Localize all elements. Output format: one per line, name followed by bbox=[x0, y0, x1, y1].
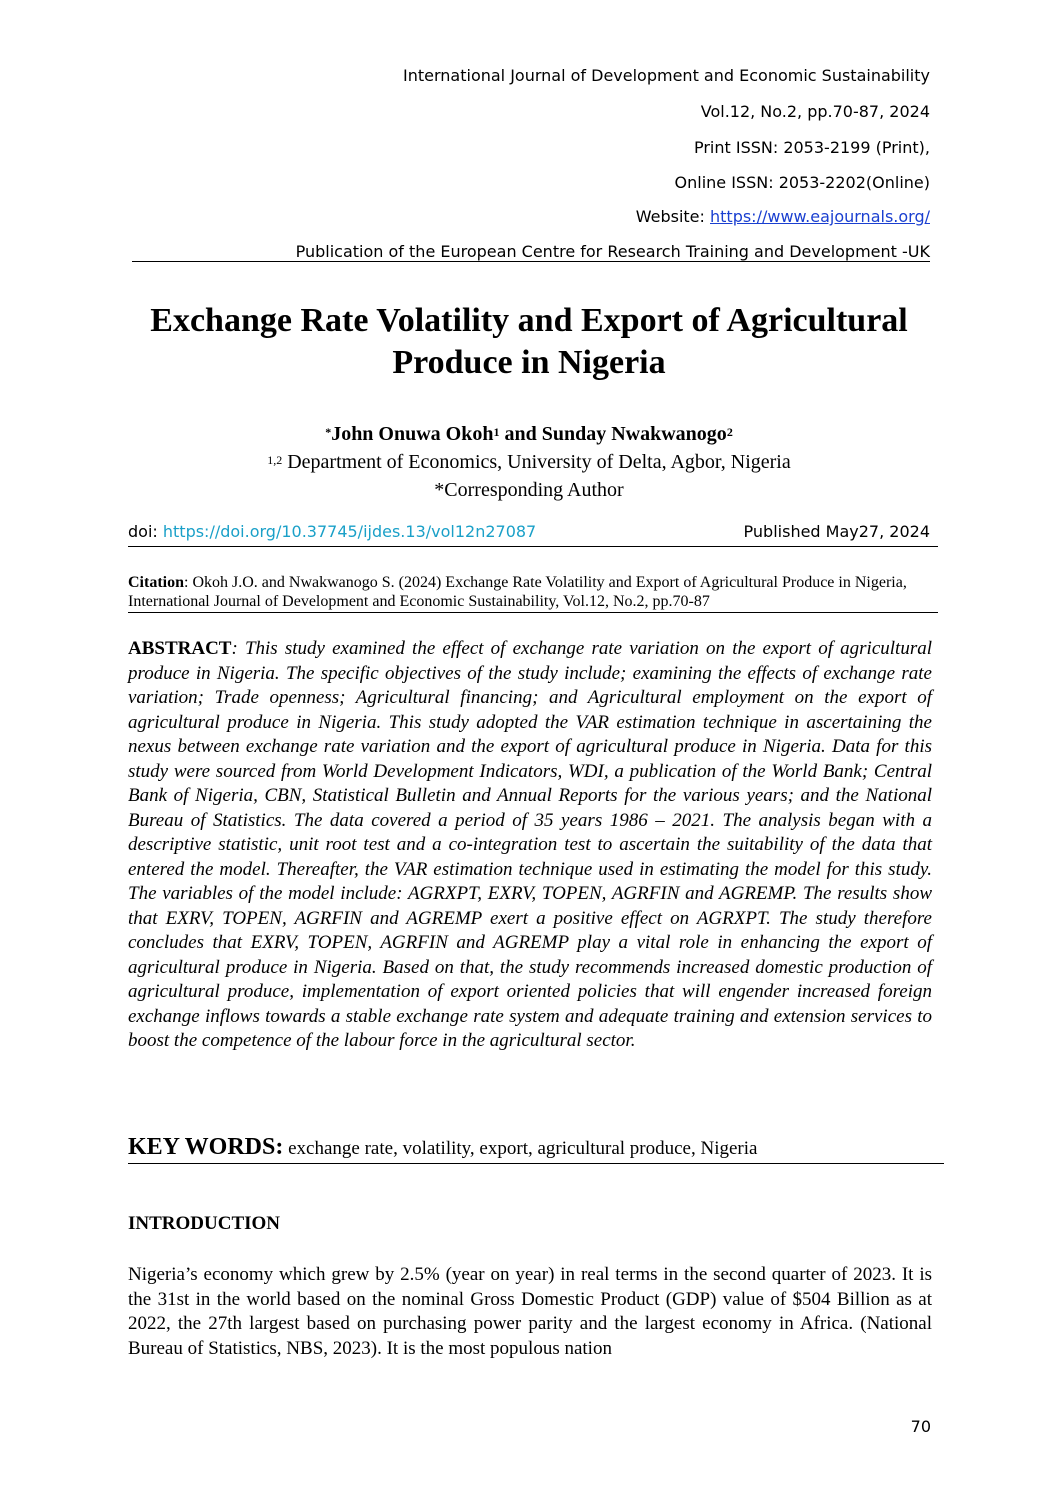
paper-title bbox=[100, 300, 958, 384]
corresponding-author: *Corresponding Author bbox=[434, 479, 624, 501]
title-line-1: Exchange Rate Volatility and Export of Agricultural bbox=[150, 302, 908, 339]
title-line-2: Produce in Nigeria bbox=[392, 344, 666, 381]
print-issn: Print ISSN: 2053-2199 (Print), bbox=[693, 138, 930, 157]
abstract-text: : This study examined the effect of exchange rate variation on the export of agricultural produce in Nigeria. The specific objectives of the study include; examining the effects of exchange rate variation; Trade openness; Agricultural financing; and Agricultural employment on the export of agricultural produce in Nigeria. This study adopted the VAR estimation technique in ascertaining the nexus between exchange rate variation and the export of agricultural produce in Nigeria. Data for this study were sourced from World Development Indicators, WDI, a publication of the World Bank; Central Bank of Nigeria, CBN, Statistical Bulletin and Annual Reports for the various years; and the National Bureau of Statistics. The data covered a period of 35 years 1986 – 2021. The analysis began with a descriptive statistic, unit root test and a co-integration test to ascertain the suitability of the data that entered the model. Thereafter, the VAR estimation technique used in estimating the model for this study. The variables of the model include: AGRXPT, EXRV, TOPEN, AGRFIN and AGREMP. The results show that EXRV, TOPEN, AGRFIN and AGREMP exert a positive effect on AGRXPT. The study therefore concludes that EXRV, TOPEN, AGRFIN and AGREMP play a vital role in enhancing the export of agricultural produce in Nigeria. Based on that, the study recommends increased domestic production of agricultural produce, implementation of export oriented policies that will engender increased foreign exchange inflows towards a stable exchange rate system and adequate training and extension services to boost the competence of the labour force in the agricultural sector. bbox=[128, 638, 932, 1051]
doi-link[interactable]: https://doi.org/10.37745/ijdes.13/vol12n27087 bbox=[162, 522, 537, 541]
journal-name: International Journal of Development and Economic Sustainability bbox=[403, 66, 930, 85]
abstract bbox=[128, 637, 932, 1054]
volume-info: Vol.12, No.2, pp.70-87, 2024 bbox=[700, 102, 930, 121]
author-2: and Sunday Nwakwanogo bbox=[499, 423, 727, 445]
author-1: John Onuwa Okoh bbox=[331, 423, 494, 445]
abstract-label: ABSTRACT bbox=[128, 638, 232, 659]
doi-row bbox=[128, 522, 930, 541]
author-block bbox=[100, 420, 958, 504]
publisher-line: Publication of the European Centre for Research Training and Development -UK bbox=[295, 242, 930, 261]
page-number: 70 bbox=[910, 1417, 931, 1436]
website-label: Website: bbox=[635, 207, 710, 226]
keywords-text: exchange rate, volatility, export, agricultural produce, Nigeria bbox=[283, 1138, 758, 1159]
keywords-rule bbox=[128, 1163, 944, 1164]
website-line bbox=[636, 207, 930, 226]
citation bbox=[128, 573, 934, 611]
corresponding-star: * bbox=[325, 425, 332, 439]
keywords-label: KEY WORDS: bbox=[128, 1134, 284, 1160]
affiliation bbox=[100, 448, 958, 476]
website-link[interactable]: https://www.eajournals.org/ bbox=[710, 207, 930, 226]
introduction-heading: INTRODUCTION bbox=[128, 1213, 281, 1234]
author-names bbox=[100, 420, 958, 448]
doi-rule bbox=[128, 546, 938, 547]
author-2-sup: 2 bbox=[726, 425, 733, 439]
citation-rule bbox=[128, 612, 938, 613]
header-rule bbox=[132, 261, 930, 262]
published-date: Published May27, 2024 bbox=[743, 522, 930, 541]
doi-label: doi: bbox=[128, 522, 163, 541]
introduction-paragraph: Nigeria’s economy which grew by 2.5% (year on year) in real terms in the second quarter of 2023. It is the 31st in the world based on the nominal Gross Domestic Product (GDP) value of $504 Billion as at 2022, the 27th largest based on purchasing power parity and the largest economy in Africa. (National Bureau of Statistics, NBS, 2023). It is the most populous nation bbox=[128, 1264, 932, 1359]
affiliation-text: Department of Economics, University of Delta, Agbor, Nigeria bbox=[282, 451, 791, 473]
author-1-sup: 1 bbox=[493, 425, 500, 439]
citation-label: Citation bbox=[128, 574, 184, 591]
affiliation-sup: 1,2 bbox=[267, 453, 283, 467]
online-issn: Online ISSN: 2053-2202(Online) bbox=[674, 173, 930, 192]
keywords bbox=[128, 1134, 934, 1161]
citation-text: : Okoh J.O. and Nwakwanogo S. (2024) Exchange Rate Volatility and Export of Agricultural Produce in Nigeria, International Journal of Development and Economic Sustainability, Vol.12, No.2, pp.70-87 bbox=[128, 574, 907, 610]
